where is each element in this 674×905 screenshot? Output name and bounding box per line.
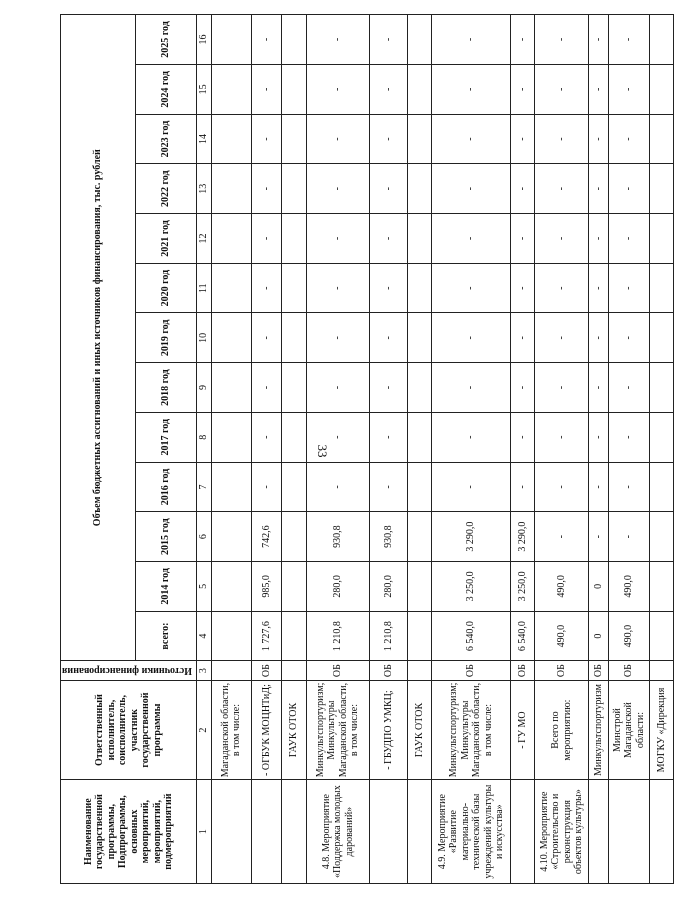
row-year-value: - (431, 462, 510, 512)
row-responsible-cell: ГАУК ОТОК (282, 680, 306, 779)
row-source-cell: ОБ (431, 661, 510, 680)
row-year-value: 3 290,0 (431, 512, 510, 562)
row-year-value: - (589, 412, 609, 462)
row-year-value (650, 562, 674, 612)
row-year-value: 930,8 (306, 512, 370, 562)
row-year-value: - (511, 214, 535, 264)
row-year-value: - (306, 313, 370, 363)
row-year-value (650, 15, 674, 65)
row-year-value: - (370, 164, 407, 214)
row-responsible-cell: - ГУ МО (511, 680, 535, 779)
row-year-value: - (431, 15, 510, 65)
row-year-value: - (608, 263, 649, 313)
row-year-value (282, 263, 306, 313)
column-number: 1 (197, 780, 212, 884)
header-year: 2017 год (135, 412, 197, 462)
row-year-value: - (608, 363, 649, 413)
row-year-value (282, 64, 306, 114)
row-year-value: - (370, 313, 407, 363)
column-number: 11 (197, 263, 212, 313)
row-source-cell (407, 661, 431, 680)
header-year: 2025 год (135, 15, 197, 65)
row-year-value (282, 412, 306, 462)
row-total-cell: 490,0 (608, 611, 649, 661)
column-number: 15 (197, 64, 212, 114)
header-year: 2020 год (135, 263, 197, 313)
row-year-value (211, 412, 251, 462)
header-year: 2016 год (135, 462, 197, 512)
row-year-value: 3 250,0 (431, 562, 510, 612)
row-year-value: - (608, 512, 649, 562)
column-numbers-row (197, 15, 212, 884)
row-year-value (407, 263, 431, 313)
table-row (431, 15, 510, 884)
row-year-value: - (306, 363, 370, 413)
row-total-cell (282, 611, 306, 661)
header-funding-source: Источники финансирования (62, 665, 192, 677)
row-year-value: - (511, 363, 535, 413)
row-year-value (407, 114, 431, 164)
row-total-cell: 0 (589, 611, 609, 661)
row-year-value: - (370, 64, 407, 114)
row-year-value (211, 214, 251, 264)
row-total-cell: 490,0 (535, 611, 589, 661)
row-year-value: - (608, 462, 649, 512)
row-year-value (407, 64, 431, 114)
row-source-cell: ОБ (589, 661, 609, 680)
row-source-cell: ОБ (370, 661, 407, 680)
row-year-value: - (370, 15, 407, 65)
table-row (589, 15, 609, 884)
row-year-value (211, 164, 251, 214)
row-name-cell (282, 780, 306, 884)
budget-table (60, 14, 674, 884)
row-responsible-cell: Минкультспортуризм; Минкультуры Магаданской области, в том числе: (306, 680, 370, 779)
row-year-value (650, 462, 674, 512)
row-total-cell (407, 611, 431, 661)
row-year-value: - (535, 313, 589, 363)
column-number: 8 (197, 412, 212, 462)
row-year-value (282, 363, 306, 413)
row-year-value: 490,0 (535, 562, 589, 612)
row-year-value: - (306, 214, 370, 264)
row-year-value (211, 512, 251, 562)
row-year-value: - (511, 263, 535, 313)
row-year-value: - (306, 64, 370, 114)
row-year-value: 490,0 (608, 562, 649, 612)
row-year-value: - (431, 263, 510, 313)
column-number: 16 (197, 15, 212, 65)
row-year-value: - (608, 114, 649, 164)
row-year-value: - (608, 64, 649, 114)
row-year-value: - (370, 363, 407, 413)
row-year-value: - (511, 164, 535, 214)
header-year: 2023 год (135, 114, 197, 164)
row-year-value: - (608, 214, 649, 264)
row-year-value: - (589, 263, 609, 313)
table-row (511, 15, 535, 884)
row-year-value (282, 562, 306, 612)
row-year-value: - (251, 462, 282, 512)
row-year-value: - (608, 164, 649, 214)
row-name-cell (251, 780, 282, 884)
row-year-value: - (535, 412, 589, 462)
row-year-value (282, 214, 306, 264)
row-year-value: - (251, 15, 282, 65)
row-year-value: - (589, 462, 609, 512)
row-year-value (650, 363, 674, 413)
row-year-value: - (431, 214, 510, 264)
row-year-value: - (251, 412, 282, 462)
row-source-cell: ОБ (251, 661, 282, 680)
row-year-value: - (431, 164, 510, 214)
row-source-cell (650, 661, 674, 680)
row-year-value (282, 462, 306, 512)
row-year-value: - (589, 512, 609, 562)
column-number: 7 (197, 462, 212, 512)
row-year-value: - (251, 114, 282, 164)
row-year-value: - (306, 15, 370, 65)
column-number: 2 (197, 680, 212, 779)
row-year-value: - (535, 512, 589, 562)
column-number: 5 (197, 562, 212, 612)
row-year-value: 985,0 (251, 562, 282, 612)
column-number: 6 (197, 512, 212, 562)
row-responsible-cell: МОГКУ «Дирекция (650, 680, 674, 779)
column-number: 9 (197, 363, 212, 413)
row-year-value (211, 363, 251, 413)
row-year-value: - (370, 214, 407, 264)
column-number: 10 (197, 313, 212, 363)
row-year-value: - (535, 64, 589, 114)
row-year-value: - (370, 462, 407, 512)
row-year-value: 3 250,0 (511, 562, 535, 612)
row-year-value: - (589, 114, 609, 164)
column-number: 12 (197, 214, 212, 264)
row-name-cell: 4.9. Мероприятие «Развитие материально-технической базы учреждений культуры и искусства» (431, 780, 510, 884)
row-responsible-cell: Магаданской области, в том числе: (211, 680, 251, 779)
row-total-cell: 6 540,0 (431, 611, 510, 661)
row-source-cell: ОБ (608, 661, 649, 680)
row-year-value (407, 412, 431, 462)
row-year-value (650, 114, 674, 164)
row-responsible-cell: Минкультспортуризм (589, 680, 609, 779)
row-year-value (407, 214, 431, 264)
row-year-value: - (306, 164, 370, 214)
row-year-value: 742,6 (251, 512, 282, 562)
row-total-cell: 6 540,0 (511, 611, 535, 661)
row-year-value: - (431, 363, 510, 413)
table-row (306, 15, 370, 884)
row-name-cell (211, 780, 251, 884)
row-name-cell (511, 780, 535, 884)
row-year-value: - (306, 462, 370, 512)
row-year-value: - (511, 462, 535, 512)
row-year-value: - (589, 313, 609, 363)
row-year-value: - (511, 114, 535, 164)
row-year-value: - (511, 313, 535, 363)
column-number: 13 (197, 164, 212, 214)
row-year-value: - (535, 164, 589, 214)
row-year-value: - (589, 64, 609, 114)
row-source-cell: ОБ (535, 661, 589, 680)
row-year-value: - (370, 263, 407, 313)
row-year-value: - (608, 15, 649, 65)
row-year-value (407, 15, 431, 65)
row-name-cell (650, 780, 674, 884)
row-source-cell (282, 661, 306, 680)
row-year-value: - (535, 462, 589, 512)
row-year-value (211, 462, 251, 512)
row-responsible-cell: ГАУК ОТОК (407, 680, 431, 779)
table-row (251, 15, 282, 884)
row-responsible-cell: Всего по мероприятию: (535, 680, 589, 779)
row-source-cell (211, 661, 251, 680)
row-year-value (282, 164, 306, 214)
row-year-value (407, 462, 431, 512)
row-year-value: - (251, 363, 282, 413)
header-year: 2018 год (135, 363, 197, 413)
row-year-value (407, 562, 431, 612)
row-year-value: - (370, 114, 407, 164)
row-year-value (282, 512, 306, 562)
row-year-value: - (306, 412, 370, 462)
row-year-value: - (431, 412, 510, 462)
table-row (407, 15, 431, 884)
row-year-value (211, 64, 251, 114)
row-year-value (650, 313, 674, 363)
row-total-cell: 1 210,8 (370, 611, 407, 661)
row-year-value (407, 313, 431, 363)
row-year-value: - (535, 363, 589, 413)
row-year-value: - (251, 263, 282, 313)
row-year-value: 3 290,0 (511, 512, 535, 562)
row-name-cell (589, 780, 609, 884)
row-year-value (282, 114, 306, 164)
header-year: 2022 год (135, 164, 197, 214)
row-year-value: - (431, 313, 510, 363)
row-year-value: - (306, 114, 370, 164)
row-year-value: - (511, 15, 535, 65)
row-name-cell: 4.10. Мероприятие «Строительство и реконструкция объектов культуры» (535, 780, 589, 884)
row-year-value: - (589, 15, 609, 65)
row-year-value (650, 64, 674, 114)
row-year-value (211, 114, 251, 164)
row-year-value (650, 164, 674, 214)
row-responsible-cell: Минкультспортуризм; Минкультуры Магаданской области, в том числе: (431, 680, 510, 779)
row-year-value: - (608, 313, 649, 363)
table-header (61, 15, 212, 884)
row-source-cell: ОБ (511, 661, 535, 680)
header-responsible: Ответственный исполнитель, соисполнитель, участник государственной программы (61, 680, 197, 779)
row-year-value (282, 313, 306, 363)
row-year-value: - (251, 214, 282, 264)
row-year-value: - (251, 164, 282, 214)
row-year-value: - (431, 114, 510, 164)
row-year-value (407, 363, 431, 413)
header-year: 2021 год (135, 214, 197, 264)
table-row (535, 15, 589, 884)
row-year-value (650, 412, 674, 462)
row-year-value (211, 15, 251, 65)
row-year-value: - (251, 313, 282, 363)
row-year-value (211, 263, 251, 313)
row-year-value: - (511, 64, 535, 114)
row-name-cell (608, 780, 649, 884)
row-year-value (211, 313, 251, 363)
row-year-value (282, 15, 306, 65)
row-name-cell: 4.8. Мероприятие «Поддержка молодых дарований» (306, 780, 370, 884)
row-year-value (407, 164, 431, 214)
table-row (608, 15, 649, 884)
row-name-cell (370, 780, 407, 884)
page-number: 33 (315, 444, 330, 458)
header-year: 2014 год (135, 562, 197, 612)
row-year-value (650, 214, 674, 264)
table-row (282, 15, 306, 884)
column-number: 3 (197, 661, 212, 680)
row-responsible-cell: - ОГБУК МОЦНТиД; (251, 680, 282, 779)
row-year-value: - (535, 214, 589, 264)
row-responsible-cell: Минстрой Магаданской области: (608, 680, 649, 779)
row-year-value: - (431, 64, 510, 114)
row-year-value (650, 512, 674, 562)
row-year-value: 280,0 (370, 562, 407, 612)
column-number: 14 (197, 114, 212, 164)
row-year-value: - (251, 64, 282, 114)
row-responsible-cell: - ГБУДПО УМКЦ; (370, 680, 407, 779)
header-year: 2024 год (135, 64, 197, 114)
row-year-value: 280,0 (306, 562, 370, 612)
row-year-value: - (370, 412, 407, 462)
row-year-value: - (589, 164, 609, 214)
header-funding-group: Объем бюджетных ассигнований и иных источников финансирования, тыс. рублей (61, 15, 136, 661)
row-year-value: - (535, 263, 589, 313)
header-total: всего: (135, 611, 197, 661)
table-row (211, 15, 251, 884)
row-year-value: 930,8 (370, 512, 407, 562)
table-row (370, 15, 407, 884)
row-total-cell: 1 727,6 (251, 611, 282, 661)
column-number: 4 (197, 611, 212, 661)
table-row (650, 15, 674, 884)
row-year-value: - (589, 214, 609, 264)
header-source-cell (61, 661, 197, 680)
row-year-value: 0 (589, 562, 609, 612)
row-total-cell (211, 611, 251, 661)
row-year-value (650, 263, 674, 313)
header-year: 2015 год (135, 512, 197, 562)
row-year-value: - (535, 114, 589, 164)
row-year-value: - (589, 363, 609, 413)
row-year-value: - (511, 412, 535, 462)
header-program-name: Наименование государственной программы, Подпрограммы, основных мероприятий, мероприятий, подмероприятий (61, 780, 197, 884)
row-year-value: - (535, 15, 589, 65)
row-total-cell: 1 210,8 (306, 611, 370, 661)
row-name-cell (407, 780, 431, 884)
rotated-table-wrapper (60, 14, 668, 884)
row-year-value (407, 512, 431, 562)
row-source-cell: ОБ (306, 661, 370, 680)
header-year: 2019 год (135, 313, 197, 363)
row-total-cell (650, 611, 674, 661)
row-year-value (211, 562, 251, 612)
table-body (211, 15, 674, 884)
row-year-value: - (608, 412, 649, 462)
row-year-value: - (306, 263, 370, 313)
